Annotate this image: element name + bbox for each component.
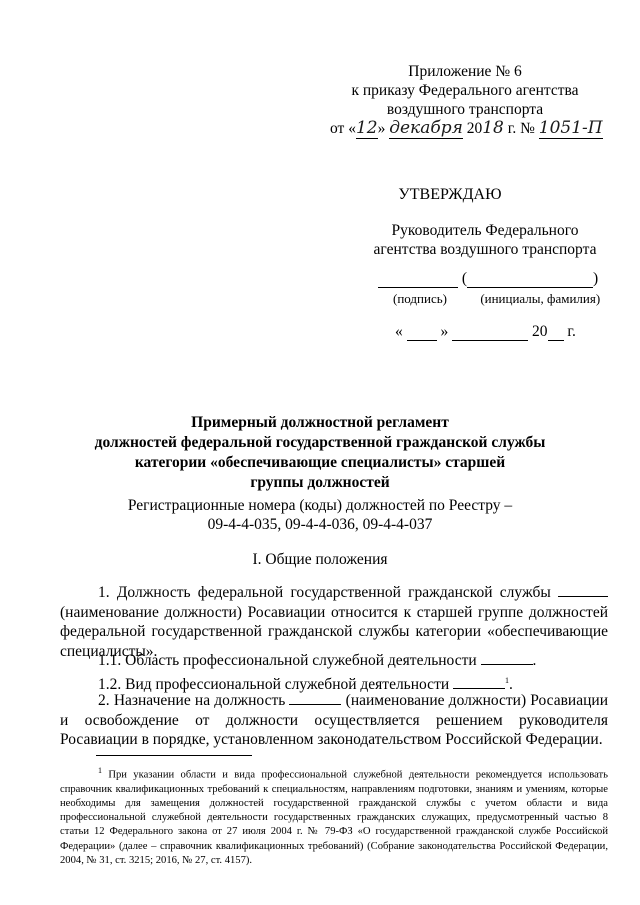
p1-blank-line bbox=[558, 583, 608, 597]
order-prefix: от « bbox=[330, 120, 356, 137]
title-line2: должностей федеральной государственной гражданской службы bbox=[94, 434, 546, 451]
date-suffix: г. bbox=[567, 323, 576, 340]
signature-captions bbox=[378, 291, 618, 307]
p2-blank-line bbox=[481, 651, 533, 665]
sig-open-paren: ( bbox=[461, 270, 468, 287]
approver-title bbox=[360, 221, 610, 259]
signature-line bbox=[378, 273, 458, 288]
approval-date-row bbox=[395, 323, 615, 341]
date-close-quote: » bbox=[440, 323, 449, 340]
paragraph-1 bbox=[60, 583, 608, 661]
title-line1: Примерный должностной регламент bbox=[191, 414, 449, 431]
date-year: 20 bbox=[532, 323, 548, 340]
reg-line2: 09-4-4-035, 09-4-4-036, 09-4-4-037 bbox=[207, 516, 433, 533]
approval-stamp: УТВЕРЖДАЮ bbox=[398, 186, 502, 203]
date-month-line bbox=[452, 326, 528, 341]
sig-close-paren: ) bbox=[593, 270, 599, 287]
order-year-prefix: 20 bbox=[466, 120, 483, 137]
footnote-text: При указании области и вида профессиональной служебной деятельности рекомендуется использовать справочник квалификационных требований к специальностям, направлениям подготовки, знаниям и умениям, которые необходимы для замещения должностей государственной гражданской службы с учетом области и вида профессиональной служебной деятельности государственных гражданских служащих, предусмотренный частью 8 статьи 12 Федерального закона от 27 июля 2004 г. № 79-ФЗ «О государственной гражданской службе Российской Федерации» (далее – справочник квалификационных требований) (Собрание законодательства Российской Федерации, 2004, № 31, ст. 3215; 2016, № 27, ст. 4157). bbox=[60, 769, 608, 866]
footnote-separator bbox=[96, 755, 252, 756]
footnote bbox=[60, 764, 608, 868]
date-day-line bbox=[407, 326, 437, 341]
p3-end: . bbox=[509, 676, 513, 694]
section-heading: I. Общие положения bbox=[252, 551, 388, 568]
caption-signature: (подпись) bbox=[393, 291, 447, 306]
p1-rest: (наименование должности) Росавиации относится к старшей группе должностей федеральной государственной гражданской службы категории «обеспечивающие специалисты». bbox=[60, 603, 608, 660]
paragraph-1-1 bbox=[60, 651, 608, 671]
order-year-handwritten: 18 bbox=[482, 118, 504, 138]
date-open-quote: « bbox=[395, 323, 403, 340]
order-mid: » bbox=[377, 120, 386, 137]
appendix-title: Приложение № 6 bbox=[408, 63, 522, 80]
caption-initials: (инициалы, фамилия) bbox=[480, 291, 601, 306]
registration-numbers bbox=[60, 496, 580, 534]
order-day-handwritten: 12 bbox=[355, 118, 378, 138]
p3-text: 1.2. Вид профессиональной служебной деятельности bbox=[98, 676, 450, 694]
p3-blank-line bbox=[453, 675, 505, 689]
p4-blank-line bbox=[289, 691, 341, 705]
appendix-agency-line: воздушного транспорта bbox=[386, 101, 544, 118]
p4-start: 2. Назначение на должность bbox=[98, 692, 286, 709]
title-line4: группы должностей bbox=[250, 474, 390, 491]
document-title bbox=[60, 413, 580, 493]
paragraph-2 bbox=[60, 691, 608, 750]
p4-rest: (наименование должности) Росавиации и освобождение от должности осуществляется решением руководителя Росавиации в порядке, установленном законодательством Российской Федерации. bbox=[60, 692, 608, 748]
p3-footnote-mark: 1 bbox=[505, 676, 510, 685]
footnote-mark: 1 bbox=[98, 766, 102, 775]
p2-text: 1.1. Область профессиональной служебной деятельности bbox=[98, 652, 477, 669]
p1-start: 1. Должность федеральной государственной гражданской службы bbox=[98, 584, 551, 601]
order-number-handwritten: 1051-П bbox=[538, 118, 603, 138]
approver-title-line2: агентства воздушного транспорта bbox=[373, 241, 597, 258]
order-month-handwritten: декабря bbox=[389, 118, 463, 138]
title-line3: категории «обеспечивающие специалисты» старшей bbox=[134, 454, 506, 471]
approver-title-line1: Руководитель Федерального bbox=[391, 222, 579, 239]
appendix-order-date bbox=[330, 118, 603, 139]
appendix-block bbox=[330, 62, 603, 139]
reg-line1: Регистрационные номера (коды) должностей по Реестру – bbox=[127, 497, 513, 514]
appendix-order-line: к приказу Федерального агентства bbox=[351, 82, 579, 99]
initials-line bbox=[467, 273, 593, 288]
p2-end: . bbox=[532, 652, 537, 669]
order-year-after: г. № bbox=[503, 120, 535, 137]
date-year-line bbox=[548, 326, 564, 341]
signature-row bbox=[378, 270, 608, 288]
